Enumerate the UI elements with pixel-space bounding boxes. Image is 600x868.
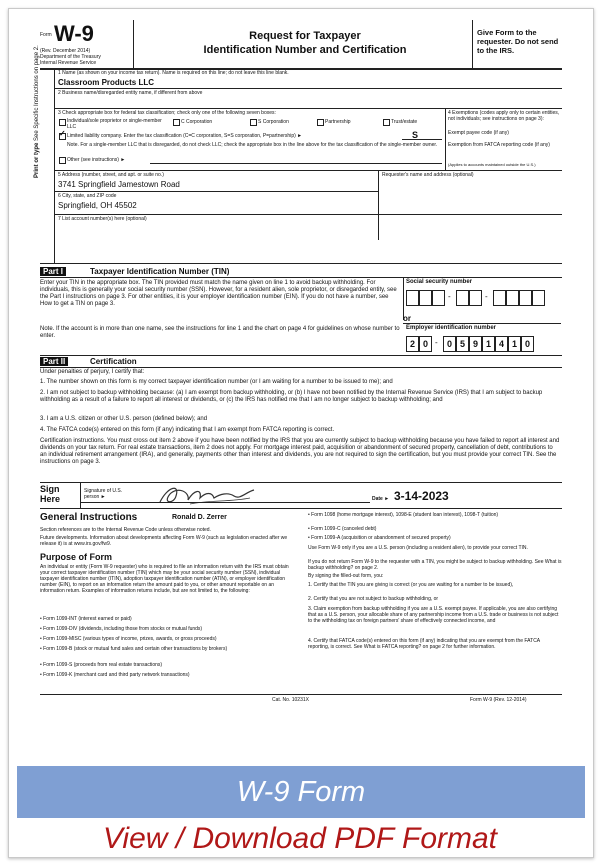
trust-checkbox[interactable] [383,119,390,126]
form-title-line2: Identification Number and Certification [203,44,407,56]
general-instructions-title: General Instructions [40,512,138,523]
signature-image[interactable] [150,482,270,508]
ein-label: Employer identification number [406,325,497,331]
gi-text-2: Future developments. Information about developments affecting Form W-9 (such as legislation enacted after we release it) is at www.irs.gov/fw9. [40,535,288,547]
scorp-label: S Corporation [258,119,289,125]
ssn-box[interactable] [419,290,432,306]
give-form-note: Give Form to the requester. Do not send to the IRS. [477,28,559,55]
form-department: Department of the Treasury [40,54,101,60]
cert-instructions: Certification instructions. You must cross out item 2 above if you have been notified by the IRS that you are currently subject to backup withholding because you have failed to report all interest and dividends on your tax return. For real estate transactions, item 2 does not apply. For mortgage interest paid, acquisition or abandonment of secured property, cancellation of debt, contributions to an individual retirement arrangement (IRA), and generally, payments other than interest and dividends, you are not required to sign the certification, but you must provide your correct TIN. See the instructions on page 3. [40,438,560,465]
requester-label: Requester's name and address (optional) [382,172,474,178]
ein-digit[interactable]: 4 [495,336,508,352]
ssn-dash: - [485,292,488,301]
ein-digit[interactable]: 0 [521,336,534,352]
ccorp-checkbox[interactable] [173,119,180,126]
right-item: 1. Certify that the TIN you are giving is correct (or you are waiting for a number to be issued), [308,582,514,588]
ssn-box[interactable] [519,290,532,306]
gi-text-1: Section references are to the Internal Revenue Code unless otherwise noted. [40,527,211,533]
address-field[interactable]: 3741 Springfield Jamestown Road [58,180,180,189]
exempt-payee-label: Exempt payee code (if any) [448,130,509,136]
left-list-item: • Form 1099-K (merchant card and third party network transactions) [40,672,190,678]
part2-title: Certification [90,357,137,366]
left-list-item: • Form 1099-DIV (dividends, including those from stocks or mutual funds) [40,626,203,632]
line7-label: 7 List account number(s) here (optional) [58,216,147,222]
line2-label: 2 Business name/disregarded entity name, if different from above [58,90,203,96]
signature-label: Signature of U.S. person ► [84,488,123,500]
ein-digit[interactable]: 0 [419,336,432,352]
individual-label: Individual/sole proprietor or single-member LLC [67,118,162,130]
purpose-title: Purpose of Form [40,552,113,562]
side-label: Print or type See Specific Instructions on page 2. [34,45,40,178]
ssn-box[interactable] [532,290,545,306]
scorp-checkbox[interactable] [250,119,257,126]
ssn-box[interactable] [506,290,519,306]
cert-item-1: 1. The number shown on this form is my correct taxpayer identification number (or I am waiting for a number to be issued to me); and [40,379,393,385]
date-field[interactable]: 3-14-2023 [394,489,449,503]
ssn-box[interactable] [493,290,506,306]
w9-form-page[interactable] [34,18,562,743]
line5-label: 5 Address (number, street, and apt. or suite no.) [58,172,164,178]
left-list-item: • Form 1099-S (proceeds from real estate transactions) [40,662,163,668]
right-item: 2. Certify that you are not subject to backup withholding, or [308,596,439,602]
right-text-2: If you do not return Form W-9 to the requester with a TIN, you might be subject to backup withholding. See What is backup withholding? on page 2. [308,559,562,571]
ccorp-label: C Corporation [181,119,213,125]
fatca-note: (Applies to accounts maintained outside the U.S.) [448,162,536,167]
part1-note: Note. If the account is in more than one name, see the instructions for line 1 and the chart on page 4 for guidelines on whose number to enter. [40,326,400,339]
ssn-box[interactable] [469,290,482,306]
form-title-line1: Request for Taxpayer [249,30,361,42]
left-list-item: • Form 1099-MISC (various types of income, prizes, awards, or gross proceeds) [40,636,217,642]
or-label: or [403,314,411,323]
ein-digit[interactable]: 9 [469,336,482,352]
w9-form-banner[interactable]: W-9 Form [17,766,585,818]
line3-label: 3 Check appropriate box for federal tax classification; check only one of the following seven boxes: [58,110,276,116]
part1-tag: Part I [40,267,66,276]
ein-digit[interactable]: 1 [482,336,495,352]
line4-label: 4 Exemptions (codes apply only to certain entities, not individuals; see instructions on page 3): [448,110,560,122]
left-list-item: • Form 1099-INT (interest earned or paid) [40,616,132,622]
right-item: 3. Claim exemption from backup withholding if you are a U.S. exempt payee. If applicable, you are also certifying that as a U.S. person, your allocable share of any partnership income from a U.S. trade or business is not subject to the withholding tax on foreign partners' share of effectively connected income, and [308,606,559,624]
ssn-box[interactable] [406,290,419,306]
cert-item-4: 4. The FATCA code(s) entered on this form (if any) indicating that I am exempt from FATCA reporting is correct. [40,427,335,433]
partnership-label: Partnership [325,119,351,125]
llc-label: Limited liability company. Enter the tax classification (C=C corporation, S=S corporation, P=partnership) ► [67,133,303,139]
cert-item-3: 3. I am a U.S. citizen or other U.S. person (defined below); and [40,416,208,422]
fatca-label: Exemption from FATCA reporting code (if any) [448,142,550,148]
purpose-text: An individual or entity (Form W-9 requester) who is required to file an information return with the IRS must obtain your correct taxpayer identification number (TIN) which may be your social security number (SSN), individual taxpayer identification number (ITIN), adoption taxpayer identification number (ATIN), or employer identification number (EIN), to report on an information return the amount paid to you, or other amount reportable on an information return. Examples of information returns include, but are not limited to, the following: [40,564,289,594]
individual-checkbox[interactable] [59,119,66,126]
ein-digit[interactable]: 2 [406,336,419,352]
partnership-checkbox[interactable] [317,119,324,126]
name-field[interactable]: Classroom Products LLC [58,78,155,87]
llc-check-mark: ✓ [59,129,66,138]
part1-title: Taxpayer Identification Number (TIN) [90,267,230,276]
llc-note: Note. For a single-member LLC that is disregarded, do not check LLC; check the appropriate box in the line above for the tax classification of the single-member owner. [67,142,438,148]
date-label: Date ► [372,496,390,502]
llc-classification-field[interactable]: S [412,130,419,140]
ssn-dash: - [448,292,451,301]
form-irs: Internal Revenue Service [40,60,97,66]
ein-digit[interactable]: 5 [456,336,469,352]
form-revision: (Rev. December 2014) [40,48,91,54]
right-list-item: • Form 1099-C (canceled debt) [308,526,377,532]
cert-item-2: 2. I am not subject to backup withholding because: (a) I am exempt from backup withholding, or (b) I have not been notified by the Internal Revenue Service (IRS) that I am subject to backup withholding as a result of a failure to report all interest or dividends, or (c) the IRS has notified me that I am no longer subject to backup withholding; and [40,390,543,403]
ssn-label: Social security number [406,279,473,285]
line1-label: 1 Name (as shown on your income tax return). Name is required on this line; do not leave this line blank. [58,70,289,76]
right-text-3: By signing the filled-out form, you: [308,573,384,579]
right-list-item: • Form 1098 (home mortgage interest), 1098-E (student loan interest), 1098-T (tuition) [308,512,499,518]
cert-intro: Under penalties of perjury, I certify that: [40,369,145,375]
ein-dash: - [435,338,438,347]
ein-digit[interactable]: 1 [508,336,521,352]
city-field[interactable]: Springfield, OH 45502 [58,201,137,210]
right-list-item: • Form 1099-A (acquisition or abandonment of secured property) [308,535,451,541]
trust-label: Trust/estate [391,119,418,125]
download-pdf-link[interactable]: View / Download PDF Format [102,822,498,855]
left-list-item: • Form 1099-B (stock or mutual fund sales and certain other transactions by brokers) [40,646,228,652]
form-number: W-9 [54,21,94,46]
ein-digit[interactable]: 0 [443,336,456,352]
form-word: Form [40,32,52,38]
sign-here-label: Sign Here [40,484,61,504]
part1-text: Enter your TIN in the appropriate box. The TIN provided must match the name given on line 1 to avoid backup withholding. For individuals, this is generally your social security number (SSN). However, for a resident alien, sole proprietor, or disregarded entity, see the Part I instructions on page 3. For other entities, it is your employer identification number (EIN). If you do not have a number, see How to get a TIN on page 3. [40,280,397,307]
other-checkbox[interactable] [59,157,66,164]
right-item: 4. Certify that FATCA code(s) entered on this form (if any) indicating that you are exempt from the FATCA reporting, is correct. See What is FATCA reporting? on page 2 for further information. [308,638,540,650]
other-label: Other (see instructions) ► [67,157,126,163]
right-text-1: Use Form W-9 only if you are a U.S. person (including a resident alien), to provide your correct TIN. [308,545,528,551]
ssn-box[interactable] [456,290,469,306]
footer-form: Form W-9 (Rev. 12-2014) [470,697,527,703]
part2-tag: Part II [40,357,68,366]
signer-name: Ronald D. Zerrer [172,514,227,521]
cat-number: Cat. No. 10231X [272,697,309,703]
line6-label: 6 City, state, and ZIP code [58,193,117,199]
ssn-box[interactable] [432,290,445,306]
